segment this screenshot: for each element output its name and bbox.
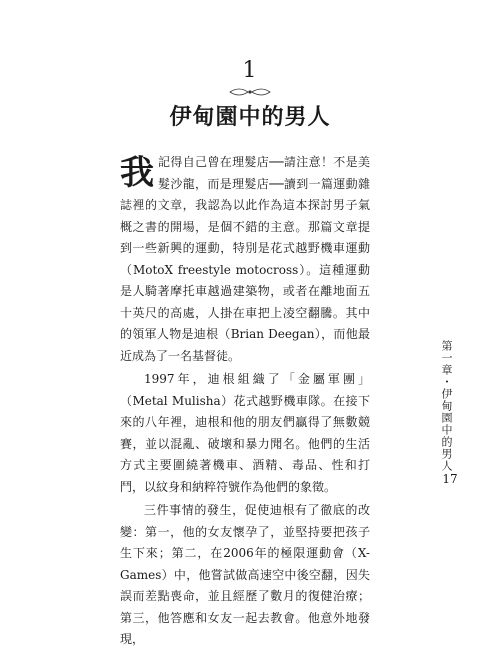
running-chapter-label: 第一章・伊甸園中的男人 xyxy=(440,340,453,472)
chapter-title: 伊甸園中的男人 xyxy=(169,104,331,130)
paragraph-text: 記得自己曾在理髮店──請注意！不是美髮沙龍，而是理髮店──讀到一篇運動雜誌裡的文章，我認為以此作為這本探討男子氣概之書的開場，是個不錯的主意。那篇文章提到一些新興的運動，特別是花式越野機車運動（MotoX freestyle motocross）。這種運動是人騎著摩托車越過建築物，或者在離地面五十英尺的高處，人掛在車把上凌空翻騰。其中的領軍人物是迪根（Brian Deegan），而他最近成為了一名基督徒。 xyxy=(120,155,370,363)
paragraph: 三件事情的發生，促使迪根有了徹底的改變：第一，他的女友懷孕了，並堅持要把孩子生下來；第二，在2006年的極限運動會（X-Games）中，他嘗試做高速空中後空翻，因失誤而差點喪命，並且經歷了數月的復健治療；第三，他答應和女友一起去教會。他意外地發現， xyxy=(120,503,370,646)
chapter-number: 1 xyxy=(242,58,258,83)
drop-cap: 我 xyxy=(120,153,154,193)
paragraph: 1997年，迪根組織了「金屬軍團」（Metal Mulisha）花式越野機車隊。在接下來的八年裡，迪根和他的朋友們贏得了無數競賽，並以混亂、破壞和暴力聞名。他們的生活方式主要圍繞著機車、酒精、毒品、性和打鬥，以紋身和納粹符號作為他們的象徵。 xyxy=(120,372,370,494)
ornament-icon xyxy=(228,86,272,98)
page-number: 17 xyxy=(442,472,458,486)
chapter-body xyxy=(120,152,370,651)
paragraph xyxy=(120,152,370,367)
